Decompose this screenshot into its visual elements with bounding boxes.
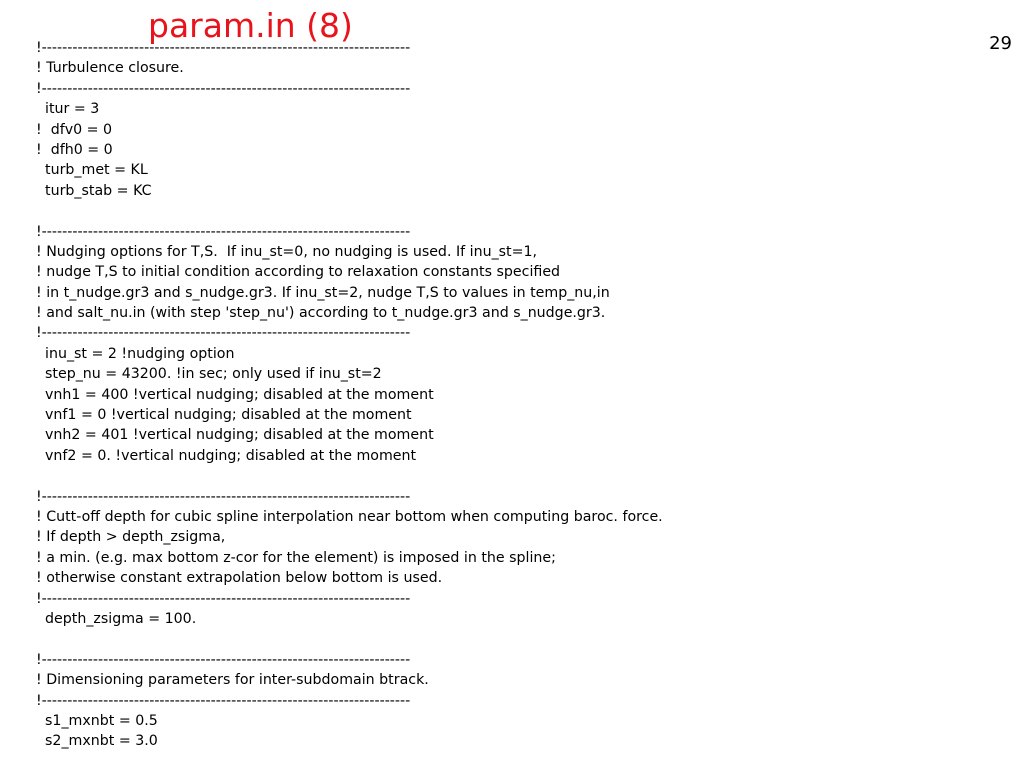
code-line: !------------------------------------------------------------------------ [36,590,411,607]
code-line: inu_st = 2 !nudging option [36,345,235,362]
code-line: ! Dimensioning parameters for inter-subdomain btrack. [36,672,429,689]
code-line: !------------------------------------------------------------------------ [36,692,411,709]
code-line [36,466,996,486]
code-line: vnh1 = 400 !vertical nudging; disabled at the moment [36,386,434,403]
code-line: !------------------------------------------------------------------------ [36,325,411,342]
code-line: !------------------------------------------------------------------------ [36,651,411,668]
code-line: s2_mxnbt = 3.0 [36,733,158,750]
code-line: ! nudge T,S to initial condition according to relaxation constants specified [36,264,561,281]
slide-title: param.in (8) [148,6,353,45]
param-file-listing [36,38,996,752]
code-line: turb_met = KL [36,162,148,179]
code-line: depth_zsigma = 100. [36,610,197,627]
code-line: !------------------------------------------------------------------------ [36,488,411,505]
code-line: !------------------------------------------------------------------------ [36,223,411,240]
code-line: ! dfh0 = 0 [36,141,113,158]
code-line: itur = 3 [36,101,100,118]
code-line: ! and salt_nu.in (with step 'step_nu') according to t_nudge.gr3 and s_nudge.gr3. [36,305,606,322]
slide-number: 29 [989,33,1012,54]
code-line: ! in t_nudge.gr3 and s_nudge.gr3. If inu_st=2, nudge T,S to values in temp_nu,in [36,284,610,301]
code-line: !------------------------------------------------------------------------ [36,40,411,56]
code-line: vnf1 = 0 !vertical nudging; disabled at the moment [36,407,412,424]
code-line: ! dfv0 = 0 [36,121,113,138]
code-line [36,629,996,649]
code-line: s1_mxnbt = 0.5 [36,712,158,729]
code-line: ! a min. (e.g. max bottom z-cor for the element) is imposed in the spline; [36,549,556,566]
code-line: turb_stab = KC [36,182,152,199]
code-line: ! If depth > depth_zsigma, [36,529,226,546]
code-line: vnh2 = 401 !vertical nudging; disabled at the moment [36,427,434,444]
code-line: vnf2 = 0. !vertical nudging; disabled at the moment [36,447,417,464]
code-line: ! Turbulence closure. [36,60,184,77]
code-line [36,201,996,221]
code-line: ! Cutt-off depth for cubic spline interpolation near bottom when computing baroc. force. [36,508,663,525]
code-line: ! Nudging options for T,S. If inu_st=0, no nudging is used. If inu_st=1, [36,243,538,260]
code-line: step_nu = 43200. !in sec; only used if inu_st=2 [36,366,382,383]
code-line: ! otherwise constant extrapolation below bottom is used. [36,570,443,587]
code-line: !------------------------------------------------------------------------ [36,80,411,97]
